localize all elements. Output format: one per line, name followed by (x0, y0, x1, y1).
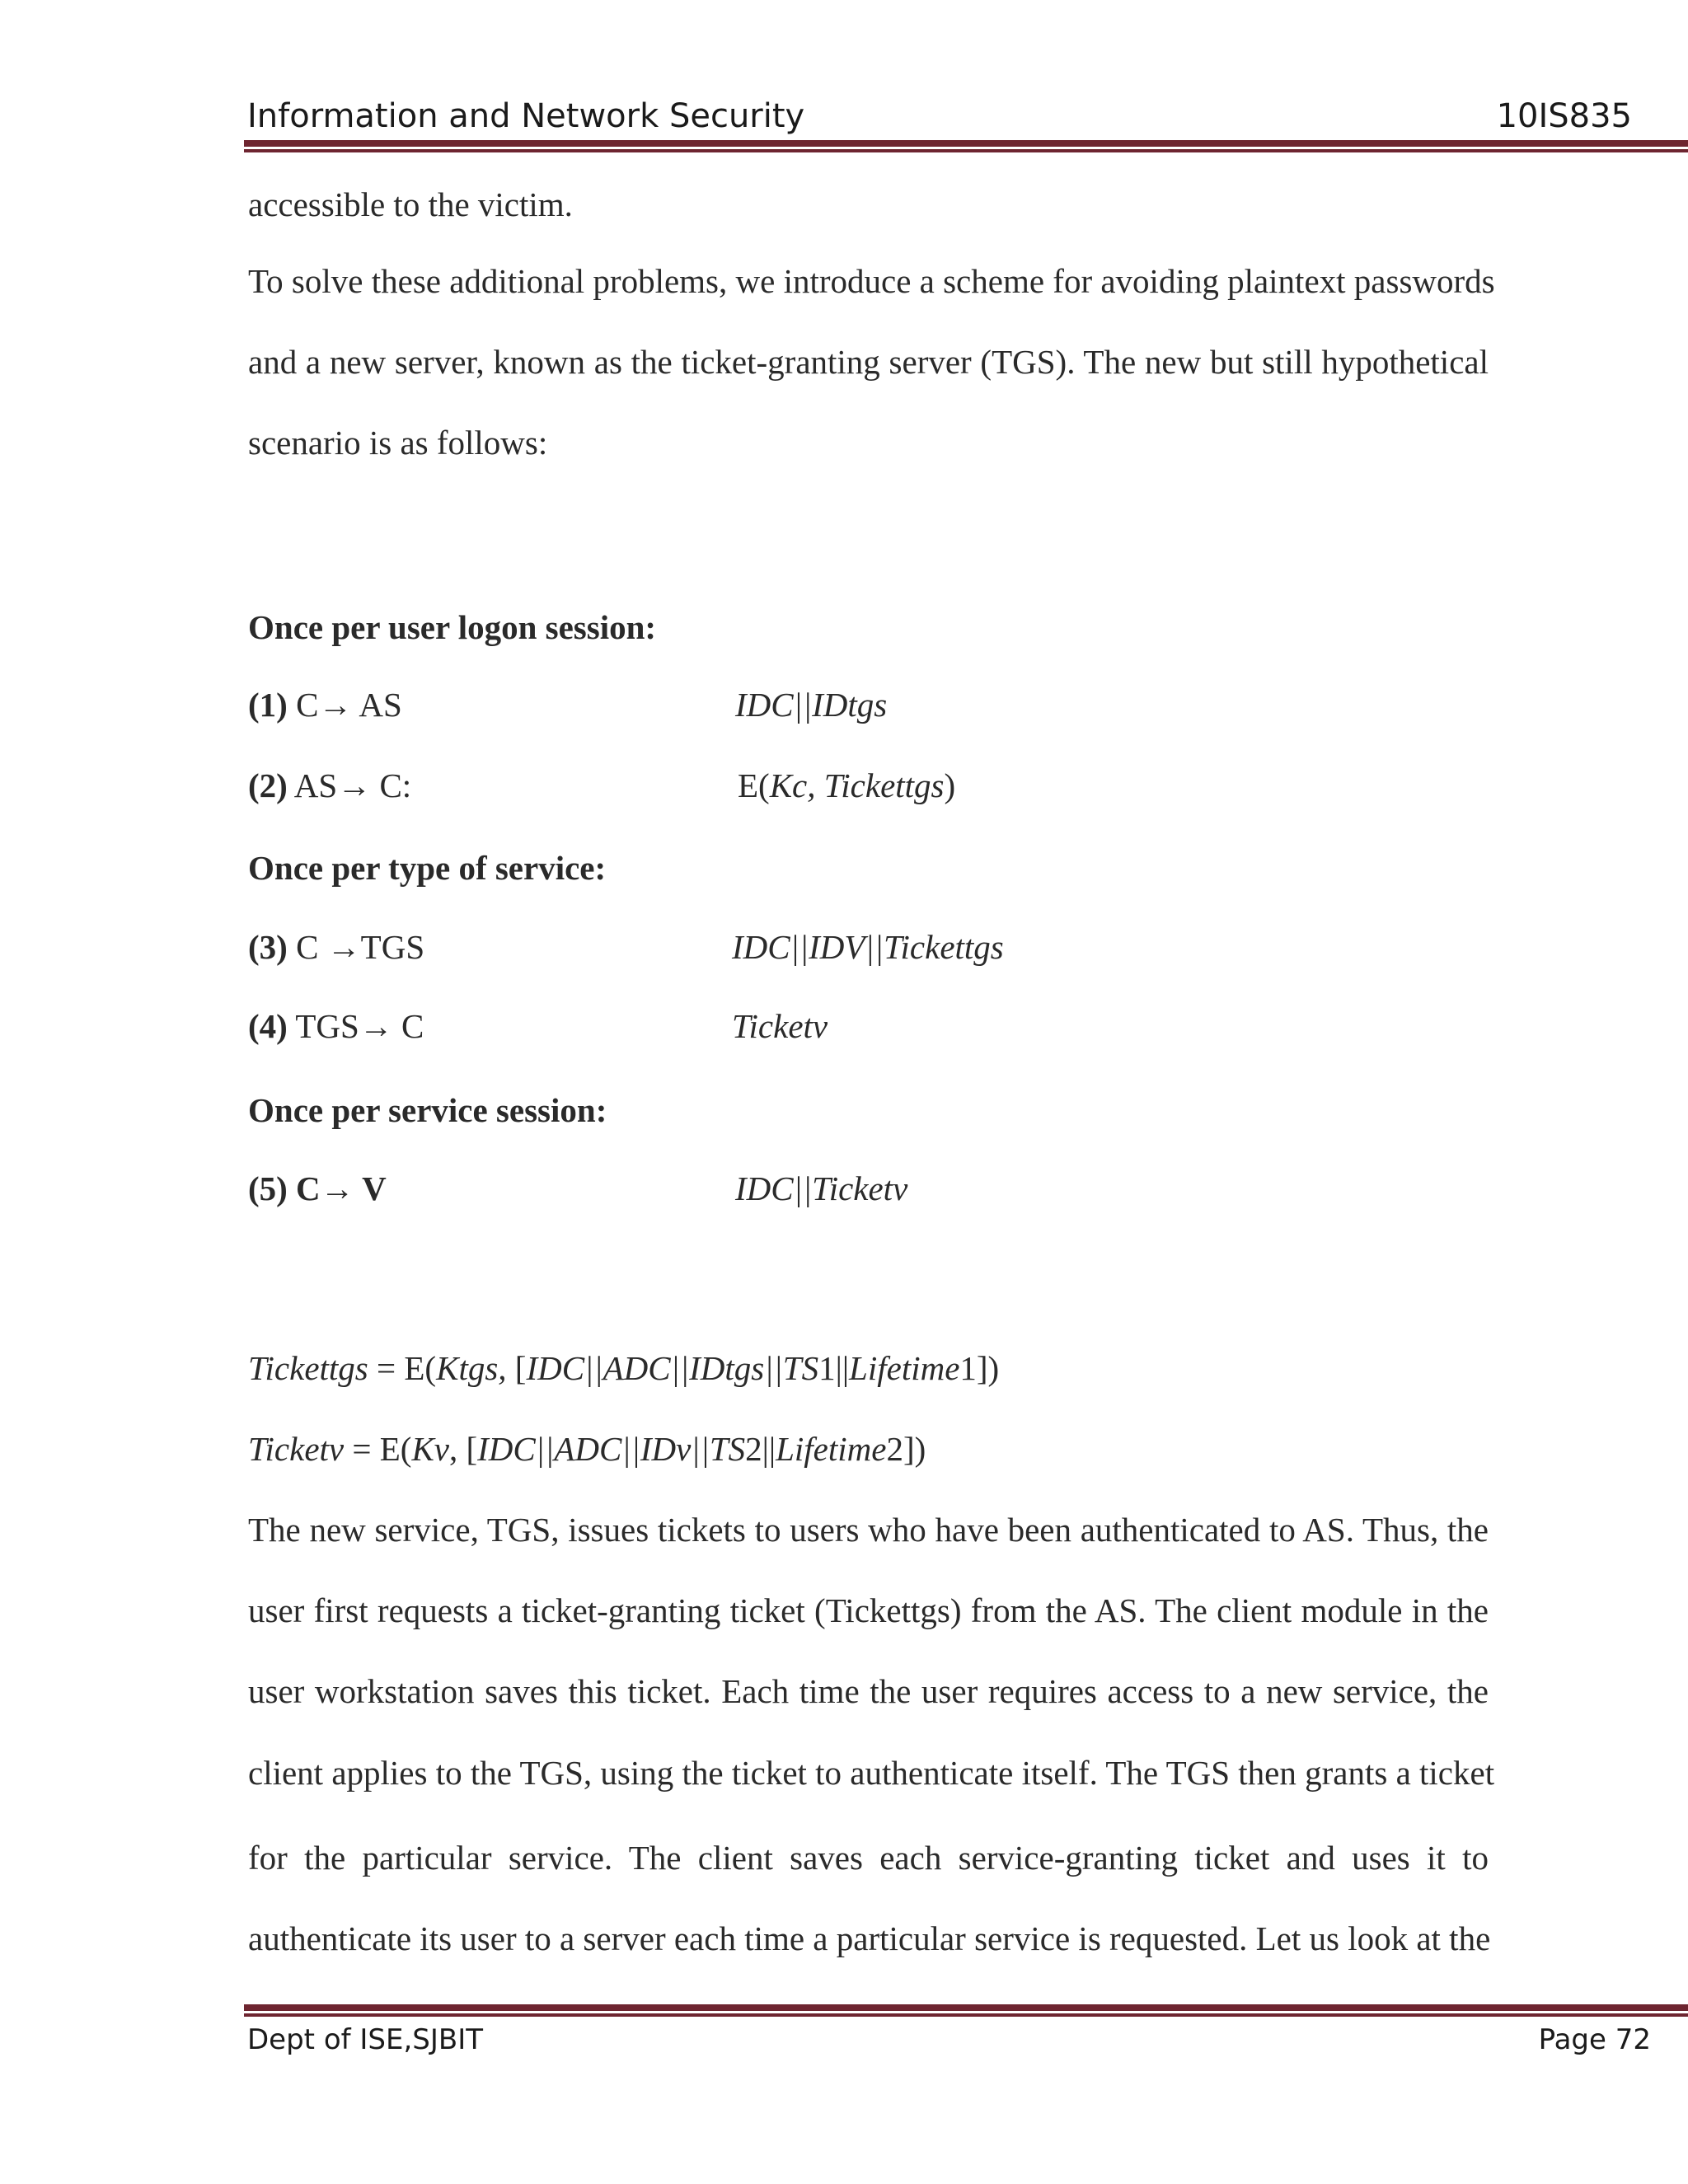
intro-line: To solve these additional problems, we introduce a scheme for avoiding plaintext passwords (248, 262, 1495, 300)
step-number: (1) (248, 686, 288, 724)
step-3-flow (248, 930, 424, 964)
step-4-flow (248, 1007, 424, 1045)
step-flow-text: C →TGS (287, 928, 425, 966)
header-course-code: 10IS835 (1496, 97, 1632, 135)
header-title: Information and Network Security (247, 97, 805, 135)
formula-close: 1]) (959, 1349, 1000, 1387)
footer-rule-thin (244, 2013, 1688, 2017)
step-5-flow: (5) C→ V (248, 1169, 387, 1207)
body-line: authenticate its user to a server each time a particular service is requested. Let us look at the (248, 1919, 1491, 1957)
step-1-flow (248, 688, 402, 722)
formula-num: 1|| (818, 1349, 850, 1387)
section-heading: Once per type of service: (248, 849, 607, 887)
step-number: (3) (248, 928, 288, 966)
formula-lifetime: Lifetime (776, 1430, 887, 1468)
footer-page-number: Page 72 (1538, 2023, 1651, 2056)
body-line: for the particular service. The client saves each service-granting ticket and uses it to (248, 1839, 1489, 1877)
formula-eq: = E( (344, 1430, 412, 1468)
step-flow-text: AS→ C: (287, 766, 412, 804)
step-2-message (738, 766, 956, 804)
formula-close: 2]) (886, 1430, 926, 1468)
step-4-message: Ticketv (732, 1007, 828, 1045)
step-flow-text: C→ AS (287, 686, 402, 724)
header-rule-thin (244, 149, 1688, 152)
formula-open: [ (506, 1349, 527, 1387)
step-number: (4) (248, 1007, 288, 1045)
formula-lifetime: Lifetime (849, 1349, 960, 1387)
step-flow-text: TGS→ C (287, 1007, 424, 1045)
intro-line: accessible to the victim. (248, 185, 573, 223)
formula-body: IDC||ADC||IDtgs||TS (526, 1349, 819, 1387)
section-heading: Once per service session: (248, 1091, 607, 1129)
formula-ticketv (248, 1432, 926, 1466)
section-heading: Once per user logon session: (248, 608, 657, 646)
body-line: The new service, TGS, issues tickets to users who have been authenticated to AS. Thus, the (248, 1511, 1489, 1549)
step-message-prefix: E( (738, 766, 770, 804)
footer-department: Dept of ISE,SJBIT (247, 2023, 484, 2056)
formula-name: Tickettgs (248, 1349, 368, 1387)
step-1-message: IDC||IDtgs (735, 686, 888, 724)
formula-key: Ktgs, (436, 1349, 507, 1387)
formula-eq: = E( (368, 1349, 437, 1387)
intro-line: and a new server, known as the ticket-granting server (TGS). The new but still hypothetical (248, 343, 1489, 381)
intro-line: scenario is as follows: (248, 424, 548, 462)
formula-name: Ticketv (248, 1430, 345, 1468)
body-line: user first requests a ticket-granting ticket (Tickettgs) from the AS. The client module in the (248, 1591, 1489, 1629)
body-line: user workstation saves this ticket. Each time the user requires access to a new service, the (248, 1672, 1489, 1710)
step-number: (2) (248, 766, 288, 804)
formula-body: IDC||ADC||IDv||TS (477, 1430, 746, 1468)
step-message-text: Kc, Tickettgs (769, 766, 945, 804)
step-message-suffix: ) (944, 766, 956, 804)
formula-key: Kv (411, 1430, 449, 1468)
step-5-message: IDC||Ticketv (735, 1169, 908, 1207)
footer-rule-thick (244, 2004, 1688, 2011)
step-2-flow (248, 766, 412, 804)
step-3-message: IDC||IDV||Tickettgs (732, 928, 1004, 966)
formula-num: 2|| (745, 1430, 776, 1468)
header-rule-thick (244, 140, 1688, 147)
body-line: client applies to the TGS, using the ticket to authenticate itself. The TGS then grants a ticket (248, 1754, 1495, 1792)
formula-open: , [ (449, 1430, 478, 1468)
formula-tickettgs (248, 1349, 1000, 1387)
